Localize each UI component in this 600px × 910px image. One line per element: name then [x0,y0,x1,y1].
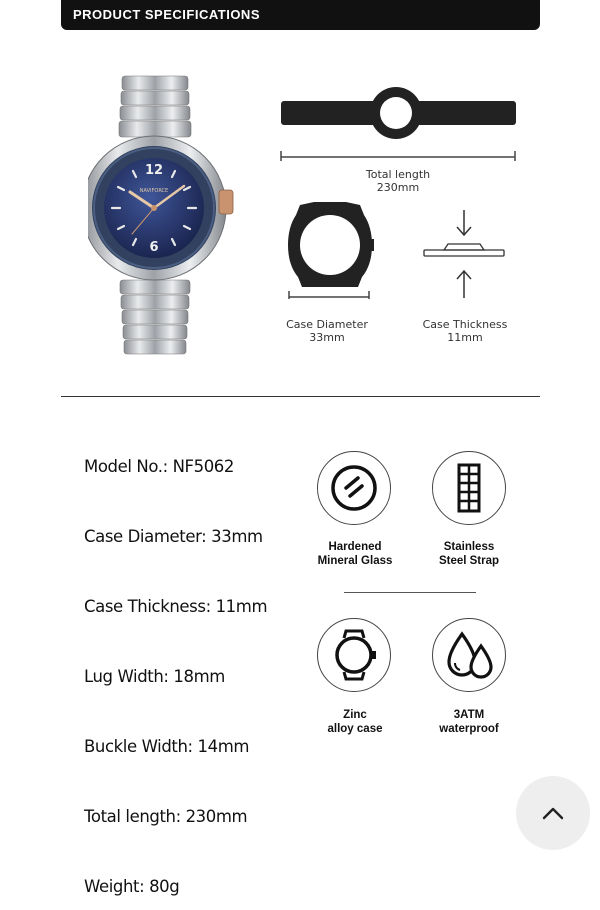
feature-glass-line1: Hardened [328,541,382,553]
feature-waterproof [432,618,506,692]
feature-waterproof-line1: 3ATM [453,709,485,721]
feature-waterproof-line2: waterproof [439,723,499,735]
case-diameter-value: 33mm [309,331,345,344]
feature-divider [344,592,476,593]
case-thickness-label [414,318,516,344]
spec-total-length: Total length: 230mm [84,807,248,826]
case-outline-icon [284,199,376,301]
feature-strap [432,451,506,525]
feature-case-line2: alloy case [327,723,383,735]
strap-icon [452,463,486,513]
dial-6: 6 [149,240,159,255]
dial-12: 12 [144,163,164,178]
feature-strap-label [409,540,529,568]
feature-glass-label [295,540,415,568]
spec-lug-width: Lug Width: 18mm [84,667,225,686]
case-diameter-text: Case Diameter [286,318,368,331]
spec-buckle-width: Buckle Width: 14mm [84,737,250,756]
feature-case [317,618,391,692]
watch-case-icon [329,628,379,682]
dial-brand: NAVIFORCE [139,188,169,194]
chevron-up-icon [542,806,564,820]
total-length-label [348,168,448,194]
total-length-value: 230mm [376,181,420,194]
feature-strap-line2: Steel Strap [438,555,500,567]
feature-glass [317,451,391,525]
case-thickness-value: 11mm [447,331,483,344]
spec-model: Model No.: NF5062 [84,457,235,476]
section-divider [61,396,540,397]
watch-image [88,74,248,359]
feature-waterproof-label [409,708,529,736]
spec-case-diameter: Case Diameter: 33mm [84,527,263,546]
total-length-text: Total length [365,168,431,181]
scroll-to-top-button[interactable] [516,776,590,850]
feature-case-line1: Zinc [343,709,367,721]
case-thickness-icon [420,208,510,300]
strap-outline-icon [280,86,517,164]
page-title: PRODUCT SPECIFICATIONS [73,7,260,22]
feature-strap-line1: Stainless [443,541,495,553]
feature-case-label [295,708,415,736]
case-diameter-label [276,318,378,344]
spec-case-thickness: Case Thickness: 11mm [84,597,268,616]
feature-glass-line2: Mineral Glass [317,555,393,567]
water-drops-icon [443,630,495,680]
spec-weight: Weight: 80g [84,877,180,896]
case-thickness-text: Case Thickness [422,318,508,331]
glass-icon [329,463,379,513]
